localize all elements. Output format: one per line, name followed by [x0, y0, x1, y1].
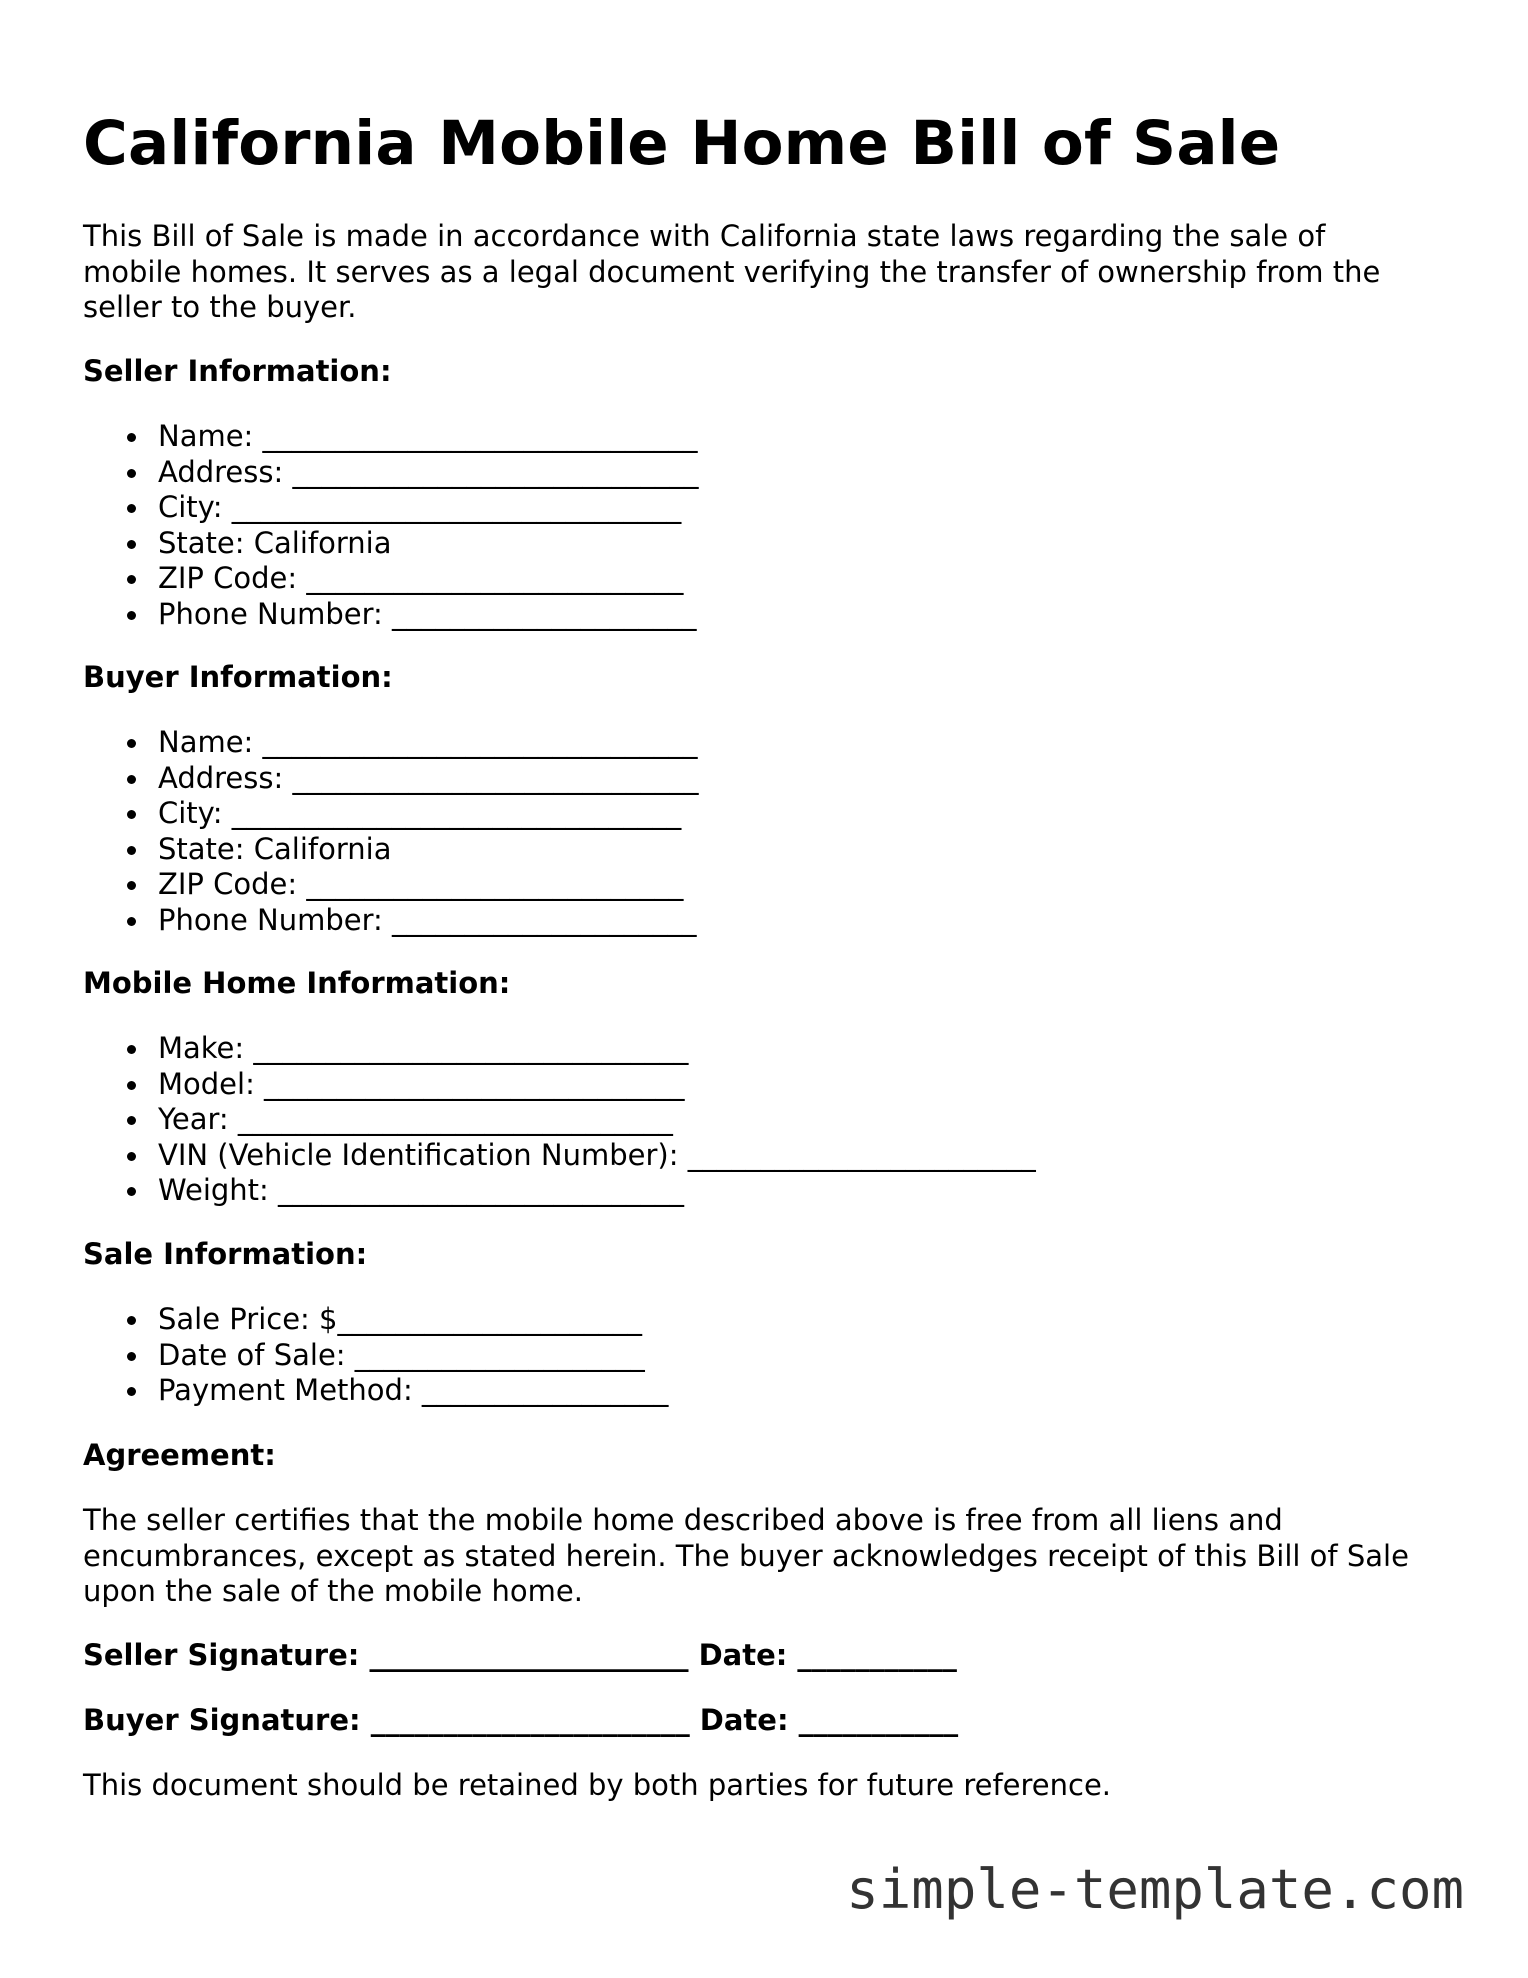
buyer-city-field: City: _______________________________ [83, 796, 698, 832]
seller-info-heading: Seller Information: [83, 354, 392, 388]
site-watermark: simple-template.com [846, 1858, 1464, 1921]
retention-note: This document should be retained by both parties for future reference. [83, 1768, 1112, 1802]
mobile-home-info-list [83, 1031, 1036, 1209]
agreement-paragraph: The seller certifies that the mobile home described above is free from all liens and encumbrances, except as stated herein. The buyer acknowledges receipt of this Bill of Sale upon the sale of the mobile home. [83, 1503, 1409, 1608]
sale-date-field: Date of Sale: ____________________ [83, 1338, 668, 1374]
sale-info-list [83, 1302, 668, 1409]
seller-zip-field: ZIP Code: __________________________ [83, 561, 698, 597]
buyer-phone-field: Phone Number: _____________________ [83, 903, 698, 939]
buyer-state-field: State: California [83, 832, 698, 868]
seller-name-field: Name: ______________________________ [83, 419, 698, 455]
agreement-heading: Agreement: [83, 1438, 276, 1472]
buyer-name-field: Name: ______________________________ [83, 725, 698, 761]
mobile-home-year-field: Year: ______________________________ [83, 1102, 1036, 1138]
mobile-home-model-field: Model: _____________________________ [83, 1067, 1036, 1103]
seller-signature-line: Seller Signature: ______________________ Date: ___________ [83, 1638, 957, 1672]
mobile-home-info-heading: Mobile Home Information: [83, 966, 511, 1000]
mobile-home-vin-field: VIN (Vehicle Identification Number): ________________________ [83, 1138, 1036, 1174]
payment-method-field: Payment Method: _________________ [83, 1373, 668, 1409]
buyer-address-field: Address: ____________________________ [83, 761, 698, 797]
buyer-signature-line: Buyer Signature: ______________________ Date: ___________ [83, 1703, 959, 1737]
seller-info-list [83, 419, 698, 632]
sale-info-heading: Sale Information: [83, 1237, 368, 1271]
seller-phone-field: Phone Number: _____________________ [83, 597, 698, 633]
mobile-home-make-field: Make: ______________________________ [83, 1031, 1036, 1067]
seller-city-field: City: _______________________________ [83, 490, 698, 526]
mobile-home-weight-field: Weight: ____________________________ [83, 1173, 1036, 1209]
buyer-zip-field: ZIP Code: __________________________ [83, 867, 698, 903]
buyer-info-heading: Buyer Information: [83, 660, 393, 694]
document-title: California Mobile Home Bill of Sale [83, 108, 1281, 179]
intro-paragraph: This Bill of Sale is made in accordance with California state laws regarding the sale of mobile homes. It serves as a legal document verifying the transfer of ownership from the seller to the buyer. [83, 219, 1381, 324]
seller-state-field: State: California [83, 526, 698, 562]
seller-address-field: Address: ____________________________ [83, 455, 698, 491]
buyer-info-list [83, 725, 698, 938]
sale-price-field: Sale Price: $_____________________ [83, 1302, 668, 1338]
